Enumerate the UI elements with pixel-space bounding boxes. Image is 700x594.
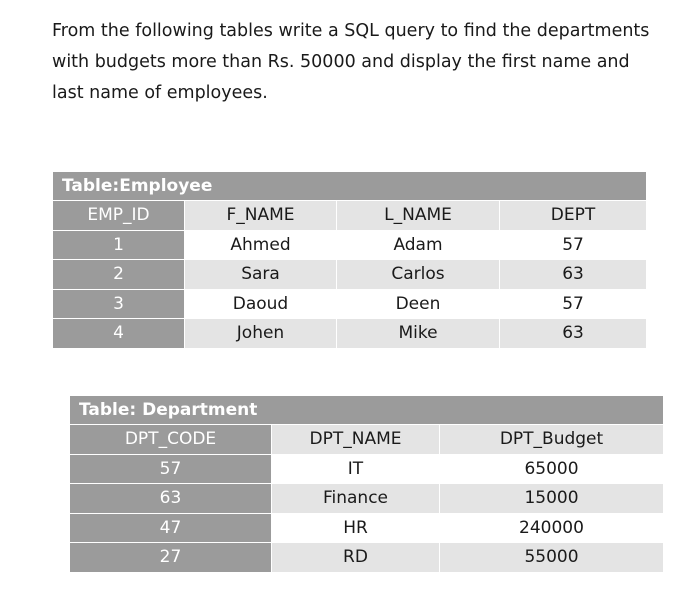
table-cell: Deen [337,289,500,319]
table-cell: 65000 [440,454,664,484]
table-row [53,319,647,349]
table-caption-row [70,396,664,425]
table-row [70,484,664,514]
table-cell: 4 [53,319,185,349]
table-cell: 55000 [440,543,664,573]
table-cell: HR [272,513,440,543]
table-cell: Sara [185,260,337,290]
table-cell: 63 [500,319,647,349]
column-header: DEPT [500,201,647,231]
table-cell: 27 [70,543,272,573]
table-caption: Table: Department [70,396,664,425]
table-cell: 57 [500,230,647,260]
column-header: DPT_NAME [272,425,440,455]
table-cell: Daoud [185,289,337,319]
table-cell: 3 [53,289,185,319]
table-cell: IT [272,454,440,484]
column-header: F_NAME [185,201,337,231]
table-cell: Carlos [337,260,500,290]
table-cell: 47 [70,513,272,543]
table-caption: Table:Employee [53,172,647,201]
department-table [69,395,664,573]
table-cell: 2 [53,260,185,290]
table-cell: Mike [337,319,500,349]
question-text: From the following tables write a SQL query to find the departments with budgets more than Rs. 50000 and display the first name and last name of employees. [52,21,650,103]
column-header: DPT_Budget [440,425,664,455]
table-header-row [70,425,664,455]
employee-table [52,171,647,349]
table-header-row [53,201,647,231]
table-row [70,454,664,484]
table-row [53,260,647,290]
table-cell: 57 [500,289,647,319]
table-row [70,543,664,573]
table-cell: Finance [272,484,440,514]
table-cell: Ahmed [185,230,337,260]
column-header: EMP_ID [53,201,185,231]
table-cell: 57 [70,454,272,484]
table-row [70,513,664,543]
table-cell: 63 [500,260,647,290]
table-cell: Adam [337,230,500,260]
column-header: DPT_CODE [70,425,272,455]
table-cell: RD [272,543,440,573]
table-cell: 240000 [440,513,664,543]
table-row [53,289,647,319]
table-row [53,230,647,260]
table-cell: 1 [53,230,185,260]
column-header: L_NAME [337,201,500,231]
table-cell: 15000 [440,484,664,514]
table-caption-row [53,172,647,201]
table-cell: 63 [70,484,272,514]
table-cell: Johen [185,319,337,349]
